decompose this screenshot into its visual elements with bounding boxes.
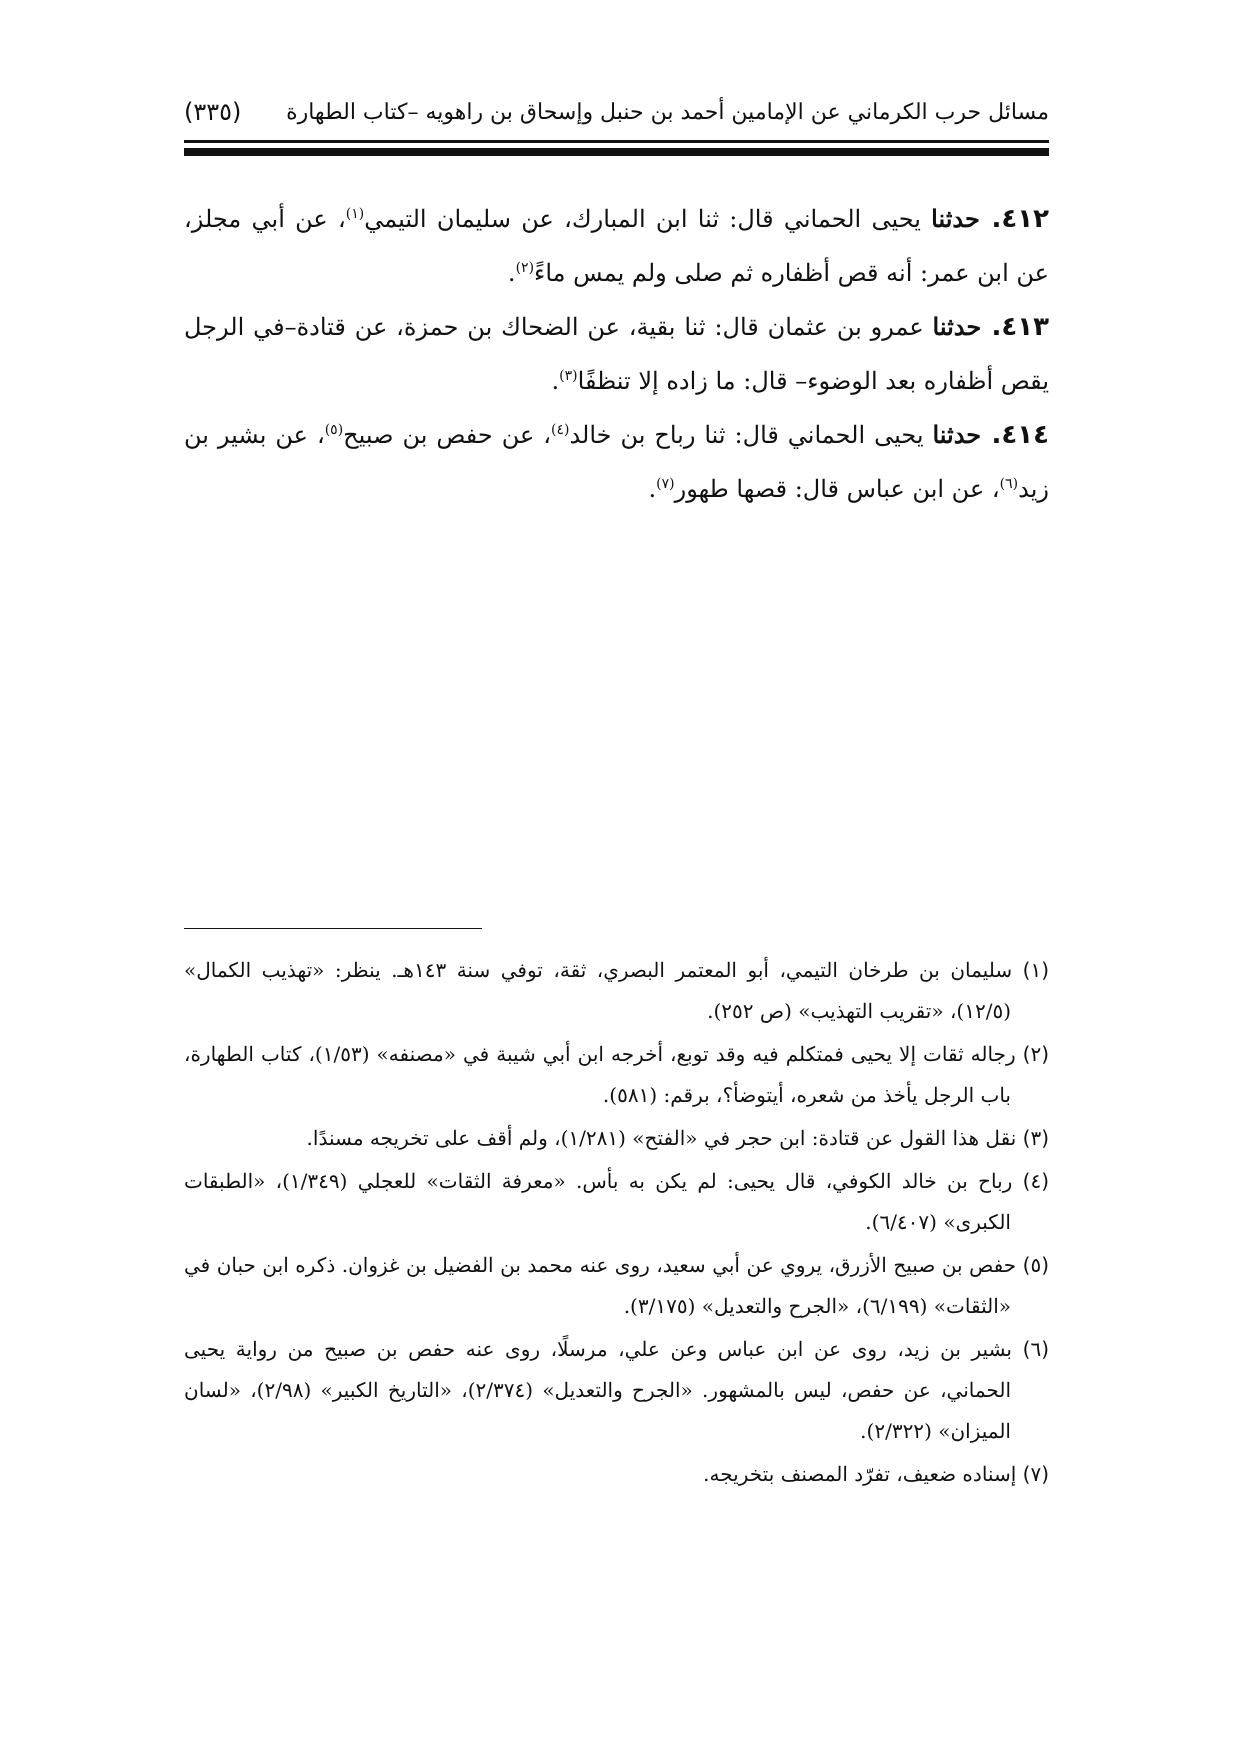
header-title: مسائل حرب الكرماني عن الإمامين أحمد بن حنبل وإسحاق بن راهويه –كتاب الطهارة [286,99,1049,125]
entry-text: يحيى الحماني قال: ثنا ابن المبارك، عن سليمان التيمي [364,205,932,233]
entry-text: . [648,475,657,503]
header-rule-thick [184,148,1049,156]
entry-lead: حدثنا [931,204,980,233]
footnote-7 [184,1454,1049,1495]
footnote-text: بشير بن زيد، روى عن ابن عباس وعن علي، مرسلًا، روى عنه حفص بن صبيح من رواية يحيى الحماني، عن حفص، ليس بالمشهور. «الجرح والتعديل» (٢/٣٧٤)، «التاريخ الكبير» (٢/٩٨)، «لسان الميزان» (٢/٣٢٢). [184,1337,1013,1443]
footnote-ref[interactable]: (٥) [324,422,344,438]
footnote-number: (١) [1022,958,1049,982]
hadith-entry-412: ٤١٢. حدثنا يحيى الحماني قال: ثنا ابن المبارك، عن سليمان التيمي$^{(١)}$، عن أبي مجلز، عن ابن عمر: أنه قص أظفاره ثم صلى ولم يمس ماءً$^{(٢)}$. [184,204,1050,287]
entry-text: ، عن أبي مجلز، عن ابن عمر: أنه قص أظفاره ثم صلى ولم يمس ماءً [184,205,1049,287]
footnote-3 [184,1118,1049,1159]
entry-text: ، عن حفص بن صبيح [343,421,551,449]
footnote-number: (٣) [1022,1126,1049,1150]
entry-number: ٤١٤ [1001,420,1049,450]
entry-text: يحيى الحماني قال: ثنا رباح بن خالد [569,421,933,449]
footnote-ref[interactable]: (٦) [999,476,1019,492]
page-number: (٣٣٥) [184,98,242,126]
footnote-1 [184,950,1049,1032]
entry-text: . [551,367,560,395]
entry-text: ، عن ابن عباس قال: قصها طهور [674,475,1000,503]
footnote-ref[interactable]: (٣) [559,368,578,384]
running-header [184,92,1049,132]
footnote-4 [184,1161,1049,1243]
hadith-entry-414: ٤١٤. حدثنا يحيى الحماني قال: ثنا رباح بن خالد$^{(٤)}$، عن حفص بن صبيح$^{(٥)}$، عن بشير بن زيد$^{(٦)}$، عن ابن عباس قال: قصها طهور$^{(٧)}$. [184,420,1049,503]
footnote-6 [184,1329,1049,1452]
footnote-ref[interactable]: (٢) [515,260,535,276]
footnote-text: رجاله ثقات إلا يحيى فمتكلم فيه وقد توبع، أخرجه ابن أبي شيبة في «مصنفه» (١/٥٣)، كتاب الطهارة، باب الرجل يأخذ من شعره، أيتوضأ؟، برقم: (٥٨١). [184,1042,1016,1107]
header-rule-thin [184,140,1049,143]
entry-number: ٤١٢ [1001,204,1050,234]
footnote-2 [184,1034,1049,1116]
footnote-text: رباح بن خالد الكوفي، قال يحيى: لم يكن به بأس. «معرفة الثقات» للعجلي (١/٣٤٩)، «الطبقات الكبرى» (٦/٤٠٧). [184,1169,1013,1234]
footnote-ref[interactable]: (٧) [656,476,675,492]
footnote-number: (٤) [1022,1169,1049,1193]
entry-text: ، عن بشير بن زيد [184,421,1049,503]
footnote-text: نقل هذا القول عن قتادة: ابن حجر في «الفتح» (١/٢٨١)، ولم أقف على تخريجه مسندًا. [306,1126,1017,1150]
hadith-entry-413: ٤١٣. حدثنا عمرو بن عثمان قال: ثنا بقية، عن الضحاك بن حمزة، عن قتادة–في الرجل يقص أظفاره بعد الوضوء– قال: ما زاده إلا تنظفًا$^{(٣)}$. [184,312,1049,395]
footnote-text: سليمان بن طرخان التيمي، أبو المعتمر البصري، ثقة، توفي سنة ١٤٣هـ. ينظر: «تهذيب الكمال» (١٢/٥)، «تقريب التهذيب» (ص ٢٥٢). [184,958,1013,1023]
footnotes [184,950,1049,1497]
footnote-number: (٢) [1022,1042,1050,1066]
footnote-number: (٦) [1022,1337,1050,1361]
entry-text: عمرو بن عثمان قال: ثنا بقية، عن الضحاك بن حمزة، عن قتادة–في الرجل يقص أظفاره بعد الوضوء– قال: ما زاده إلا تنظفًا [184,313,1049,395]
footnote-ref[interactable]: (٤) [550,422,570,438]
footnote-number: (٥) [1022,1253,1049,1277]
footnote-text: حفص بن صبيح الأزرق، يروي عن أبي سعيد، روى عنه محمد بن الفضيل بن غزوان. ذكره ابن حبان في «الثقات» (٦/١٩٩)، «الجرح والتعديل» (٣/١٧٥). [184,1253,1017,1318]
entry-lead: حدثنا [932,312,982,341]
footnote-5 [184,1245,1049,1327]
footnote-text: إسناده ضعيف، تفرّد المصنف بتخريجه. [703,1462,1017,1486]
main-text [184,192,1049,516]
entry-lead: حدثنا [932,420,982,449]
entry-number: ٤١٣ [1001,312,1049,342]
entry-text: . [507,259,516,287]
footnote-number: (٧) [1022,1462,1049,1486]
footnote-separator [184,928,482,929]
footnote-ref[interactable]: (١) [345,206,365,222]
